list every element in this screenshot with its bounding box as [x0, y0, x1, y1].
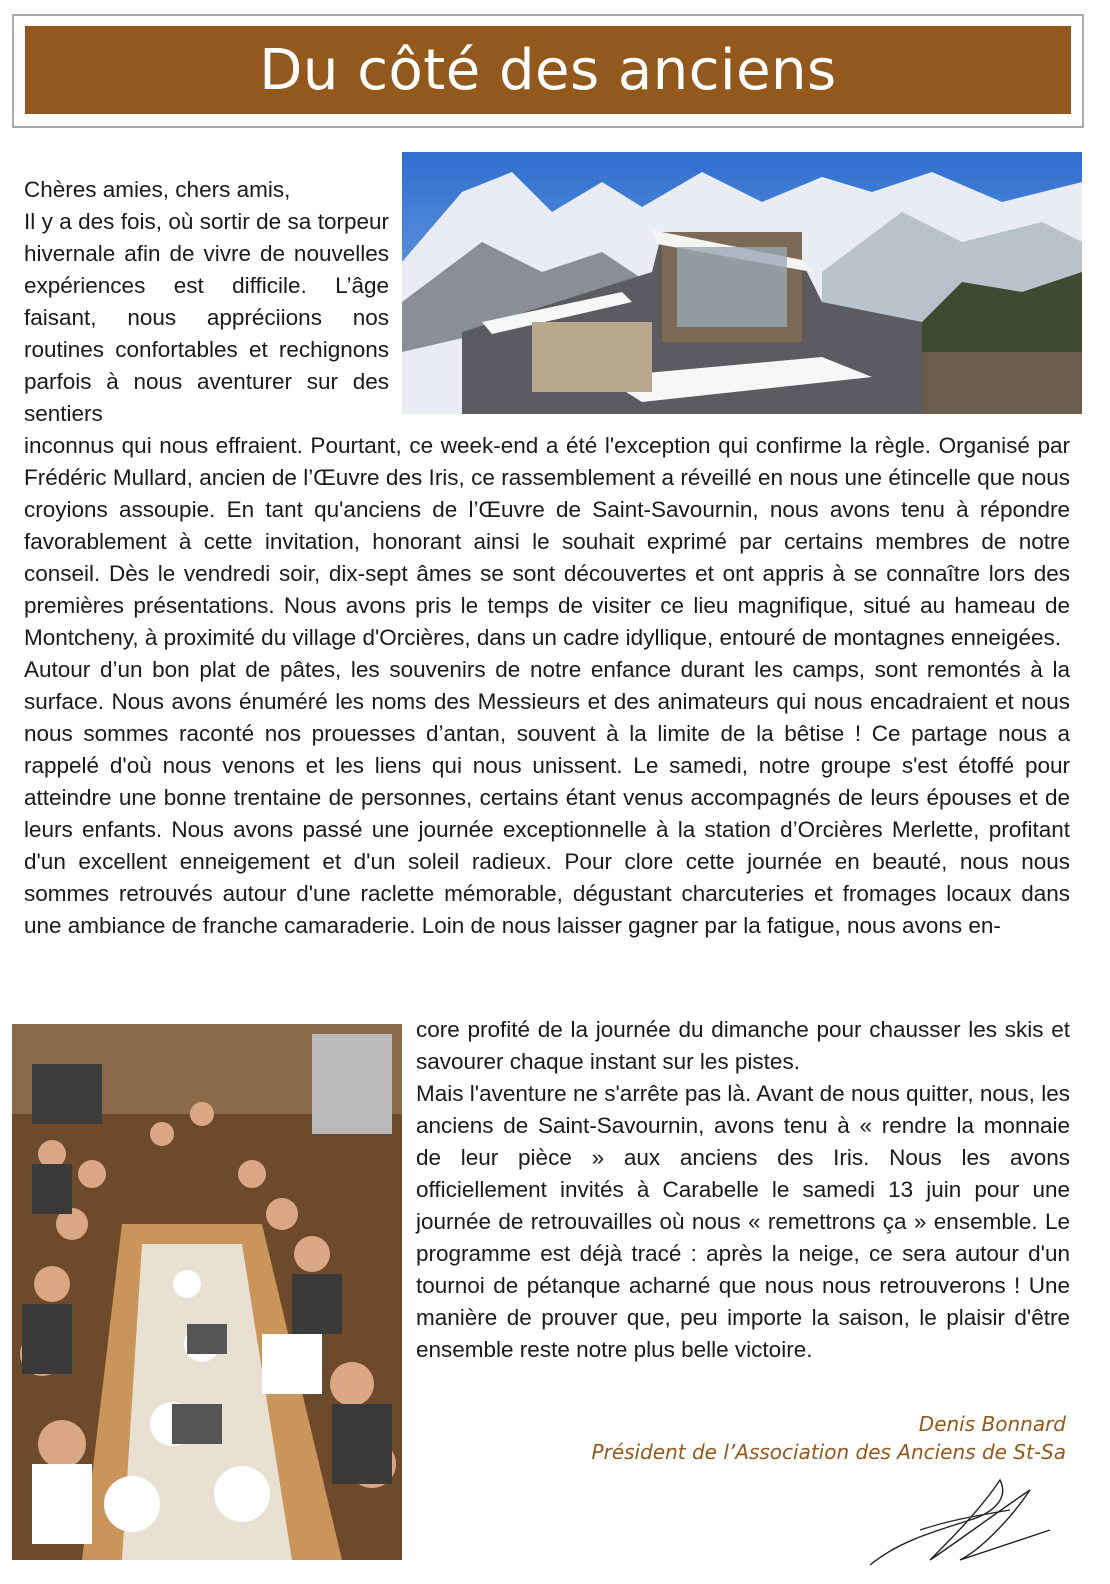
closing-column — [416, 1014, 1070, 1366]
signature-role: Président de l’Association des Anciens de St-Sa — [591, 1440, 1066, 1464]
handwritten-signature — [860, 1470, 1060, 1570]
title-banner-frame — [12, 14, 1084, 128]
intro-paragraph: Il y a des fois, où sortir de sa torpeur hivernale afin de vivre de nouvelles expériences est difficile. L’âge faisant, nous appréciions nos routines confortables et rechignons parfois à nous aventurer sur des sentiers — [24, 209, 389, 426]
paragraph-3: Mais l'aventure ne s'arrête pas là. Avant de nous quitter, nous, les anciens de Saint-Savournin, avons tenu à « rendre la monnaie de leur pièce » aux anciens des Iris. Nous les avons officiellement invités à Carabelle le samedi 13 juin pour une journée de retrouvailles où nous « remettrons ça » ensemble. Le programme est déjà tracé : après la neige, ce sera autour d'un tournoi de pétanque acharné que nous nous retrouverons ! Une manière de prouver que, peu importe la saison, le plaisir d'être ensemble reste notre plus belle victoire. — [416, 1081, 1070, 1362]
signature-name: Denis Bonnard — [918, 1412, 1066, 1436]
group-dinner-photo — [12, 1024, 402, 1560]
paragraph-2: Autour d’un bon plat de pâtes, les souvenirs de notre enfance durant les camps, sont remontés à la surface. Nous avons énuméré les noms des Messieurs et des animateurs qui nous encadraient et nous nous sommes raconté nos prouesses d’antan, souvent à la limite de la bêtise ! Ce partage nous a rappelé d'où nous venons et les liens qui nous unissent. Le samedi, notre groupe s'est étoffé pour atteindre une bonne trentaine de personnes, certains étant venus accompagnés de leurs épouses et de leurs enfants. Nous avons passé une journée exceptionnelle à la station d’Orcières Merlette, profitant d'un excellent enneigement et d'un soleil radieux. Pour clore cette journée en beauté, nous nous sommes retrouvés autour d'une raclette mémorable, dégustant charcuteries et fromages locaux dans une ambiance de franche camaraderie. Loin de nous laisser gagner par la fatigue, nous avons en- — [24, 657, 1070, 938]
chalet-photo — [402, 152, 1082, 414]
body-full-width — [24, 430, 1070, 942]
title-banner — [25, 26, 1071, 114]
greeting: Chères amies, chers amis, — [24, 177, 291, 202]
paragraph-2-continued: core profité de la journée du dimanche pour chausser les skis et savourer chaque instant sur les pistes. — [416, 1017, 1070, 1074]
intro-column — [24, 174, 389, 430]
page-title: Du côté des anciens — [259, 37, 837, 103]
signature-block — [592, 1410, 1066, 1466]
paragraph-1: inconnus qui nous effraient. Pourtant, ce week-end a été l'exception qui confirme la règle. Organisé par Frédéric Mullard, ancien de l’Œuvre des Iris, ce rassemblement a réveillé en nous une étincelle que nous croyions assoupie. En tant qu'anciens de l’Œuvre de Saint-Savournin, nous avons tenu à répondre favorablement à cette invitation, honorant ainsi le souhait exprimé par certains membres de notre conseil. Dès le vendredi soir, dix-sept âmes se sont découvertes et ont appris à se connaître lors des premières présentations. Nous avons pris le temps de visiter ce lieu magnifique, situé au hameau de Montcheny, à proximité du village d'Orcières, dans un cadre idyllique, entouré de montagnes enneigées. — [24, 433, 1070, 650]
